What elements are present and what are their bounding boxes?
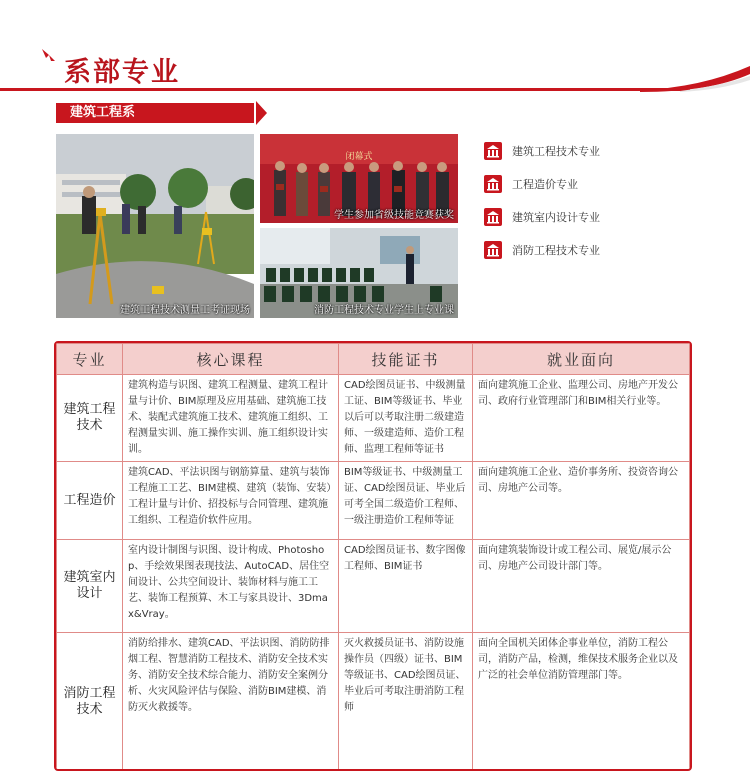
major-label: 建筑室内设计专业 [512,210,600,224]
cell-courses: 建筑构造与识图、建筑工程测量、建筑工程计量与计价、BIM原理及应用基础、建筑施工技术、装配式建筑施工技术、建筑施工组织、工程测量实训、施工操作实训、施工组织设计实训。 [123,375,339,462]
building-icon [484,175,502,193]
table-row [57,375,690,462]
major-label: 消防工程技术专业 [512,243,600,257]
cell-major: 消防工程技术 [57,633,123,772]
table-row [57,540,690,633]
building-icon [484,241,502,259]
major-label: 工程造价专业 [512,177,578,191]
photo-caption: 建筑工程技术测量工考证现场 [120,305,250,316]
department-label: 建筑工程系 [56,103,254,123]
page-title: 系部专业 [64,57,180,88]
building-icon [484,142,502,160]
table-header-row [57,344,690,375]
cell-courses: 消防给排水、建筑CAD、平法识图、消防防排烟工程、智慧消防工程技术、消防安全技术实务、消防安全技术综合能力、消防安全案例分析、火灾风险评估与保险、消防BIM建模、消防灭火救援等。 [123,633,339,772]
list-item [484,167,600,200]
cell-major: 建筑工程技术 [57,375,123,462]
cell-major: 工程造价 [57,462,123,540]
cell-employment: 面向建筑施工企业、造价事务所、投资咨询公司、房地产公司等。 [473,462,690,540]
decorative-swoosh [640,62,750,92]
cell-certificates: CAD绘图员证书、中级测量工证、BIM等级证书、毕业以后可以考取注册二级建造师、一级建造师、造价工程师、监理工程师等证书 [339,375,473,462]
title-mark-icon [40,46,58,66]
cell-courses: 建筑CAD、平法识图与钢筋算量、建筑与装饰工程施工工艺、BIM建模、建筑（装饰、安装）工程计量与计价、招投标与合同管理、建筑施工组织、工程造价软件应用。 [123,462,339,540]
table-row [57,633,690,772]
photo-competition-award [260,134,458,223]
majors-list [484,134,600,266]
photo-caption: 学生参加省级技能竞赛获奖 [334,210,454,221]
header-major: 专业 [57,344,123,375]
list-item [484,134,600,167]
cell-certificates: BIM等级证书、中级测量工证、CAD绘图员证、毕业后可考全国二级造价工程师、一级注册造价工程师等证 [339,462,473,540]
cell-certificates: 灭火救援员证书、消防设施操作员（四级）证书、BIM等级证书、CAD绘图员证、毕业后可考取注册消防工程师 [339,633,473,772]
title-rule [0,88,690,91]
list-item [484,200,600,233]
department-arrow-icon [256,101,267,125]
building-icon [484,208,502,226]
cell-courses: 室内设计制图与识图、设计构成、Photoshop、手绘效果图表现技法、AutoCAD、居住空间设计、公共空间设计、装饰材料与施工工艺、装饰工程预算、木工与家具设计、3Dmax&Vray。 [123,540,339,633]
header-certificates: 技能证书 [339,344,473,375]
major-label: 建筑工程技术专业 [512,144,600,158]
photo-surveying [56,134,254,318]
list-item [484,233,600,266]
header-employment: 就业面向 [473,344,690,375]
cell-major: 建筑室内设计 [57,540,123,633]
cell-employment: 面向建筑装饰设计或工程公司、展览/展示公司、房地产公司设计部门等。 [473,540,690,633]
banner-title: 闭幕式 [345,152,373,162]
photo-caption: 消防工程技术专业学生上专业课 [314,305,454,316]
header-courses: 核心课程 [123,344,339,375]
table-row [57,462,690,540]
photo-classroom [260,228,458,318]
majors-table [54,341,692,771]
cell-certificates: CAD绘图员证书、数字图像工程师、BIM证书 [339,540,473,633]
cell-employment: 面向全国机关团体企事业单位，消防工程公司，消防产品，检测，维保技术服务企业以及广泛的社会单位消防管理部门等。 [473,633,690,772]
cell-employment: 面向建筑施工企业、监理公司、房地产开发公司、政府行业管理部门和BIM相关行业等。 [473,375,690,462]
